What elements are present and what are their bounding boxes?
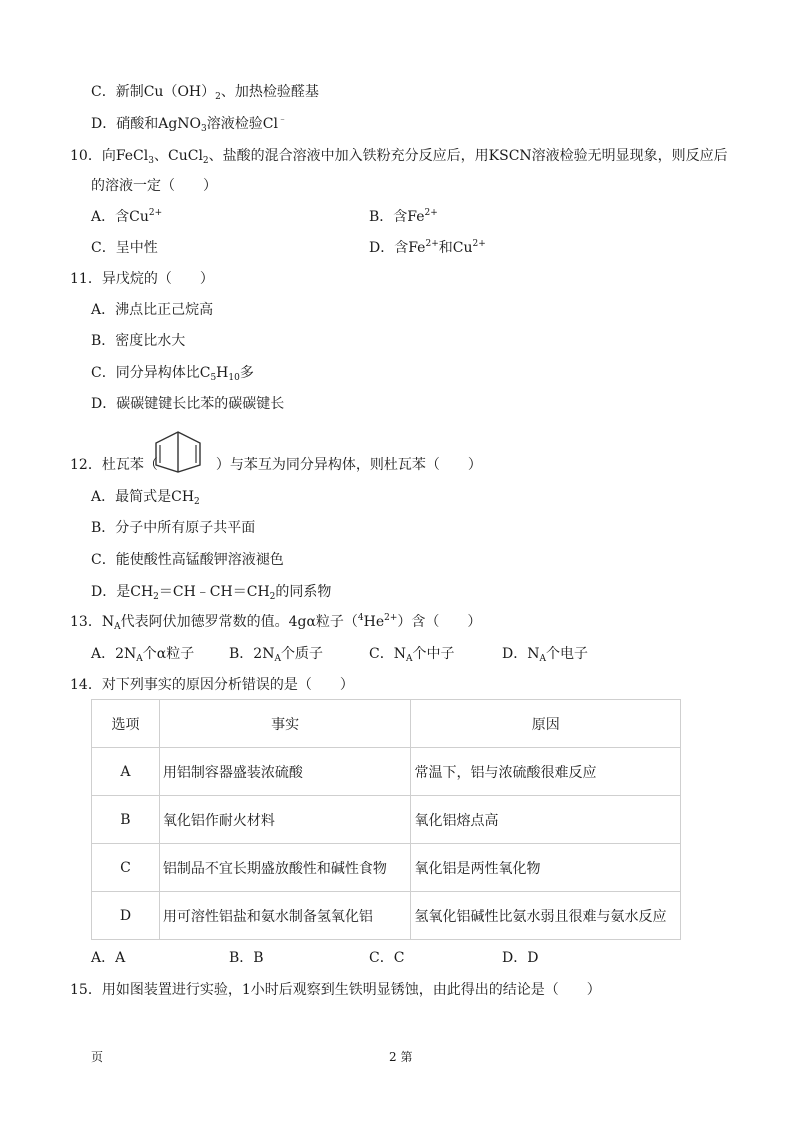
q12-option-c: C．能使酸性高锰酸钾溶液褪色 [91, 552, 284, 568]
q11-option-d: D．碳碳键键长比苯的碳碳键长 [91, 396, 285, 412]
q14-option-b: B．B [229, 950, 264, 966]
table-cell: 氧化铝熔点高 [411, 796, 681, 844]
dewar-benzene-structure-icon [150, 428, 206, 476]
q10-stem-line2: 的溶液一定（ ） [91, 178, 217, 194]
q10-option-d: D．含$Fe^{2+}$和$Cu^{2+}$ [369, 239, 486, 256]
q14-table [91, 699, 681, 940]
q11-option-b: B．密度比水大 [91, 333, 186, 349]
footer-left: 页 [91, 1050, 104, 1064]
table-cell: 用可溶性铝盐和氨水制备氢氧化铝 [159, 892, 411, 940]
q12-option-d: D．是$CH_2=CH﹣CH=CH_2$的同系物 [91, 584, 332, 602]
q13-option-d: D．$N_A$个电子 [502, 646, 588, 664]
q12-stem: 12．杜瓦苯（ ）与苯互为同分异构体，则杜瓦苯（ ） [70, 457, 482, 473]
q10-option-a: A．含$Cu^{2+}$ [91, 208, 163, 225]
q11-option-c: C．同分异构体比$C_5H_{10}$多 [91, 365, 254, 383]
table-header-cell: 事实 [159, 700, 411, 748]
q13-option-c: C．$N_A$个中子 [369, 646, 455, 664]
table-row [92, 796, 681, 844]
table-cell: 铝制品不宜长期盛放酸性和碱性食物 [159, 844, 411, 892]
q10-option-b: B．含$Fe^{2+}$ [369, 208, 438, 225]
q13-option-a: A．$2N_A$个α粒子 [91, 646, 195, 664]
q14-option-c: C．C [369, 950, 405, 966]
table-cell: A [92, 748, 160, 796]
table-cell: B [92, 796, 160, 844]
table-cell: D [92, 892, 160, 940]
table-cell: 氧化铝是两性氧化物 [411, 844, 681, 892]
q9-option-d: D．硝酸和AgNO$_3$溶液检验Cl﹣ [91, 115, 287, 134]
table-row [92, 748, 681, 796]
table-cell: 氧化铝作耐火材料 [159, 796, 411, 844]
table-header-cell: 原因 [411, 700, 681, 748]
table-row [92, 844, 681, 892]
q12-option-a: A．最简式是$CH_2$ [91, 489, 200, 507]
q14-stem: 14．对下列事实的原因分析错误的是（ ） [70, 677, 354, 693]
q9-option-c: C．新制$Cu(OH)_2$、加热检验醛基 [91, 84, 319, 102]
q10-stem: 10．向FeCl$_3$、CuCl$_2$、盐酸的混合溶液中加入铁粉充分反应后，用KSCN溶液检验无明显现象，则反应后 [70, 148, 728, 166]
table-cell: C [92, 844, 160, 892]
table-header-row [92, 700, 681, 748]
q14-option-d: D．D [502, 950, 539, 966]
table-cell: 氢氧化铝碱性比氨水弱且很难与氨水反应 [411, 892, 681, 940]
q11-stem: 11．异戊烷的（ ） [70, 271, 214, 287]
table-row [92, 892, 681, 940]
q11-option-a: A．沸点比正己烷高 [91, 302, 214, 318]
table-cell: 常温下，铝与浓硫酸很难反应 [411, 748, 681, 796]
q13-option-b: B．$2N_A$个质子 [229, 646, 323, 664]
q13-stem: 13．$N_A$代表阿伏加德罗常数的值。4gα粒子$(^4He^{2+})$含（ ） [70, 613, 482, 632]
q14-option-a: A．A [91, 950, 126, 966]
footer-page-number: 2 第 [389, 1050, 413, 1064]
table-header-cell: 选项 [92, 700, 160, 748]
table-cell: 用铝制容器盛装浓硫酸 [159, 748, 411, 796]
q10-option-c: C．呈中性 [91, 240, 158, 256]
q12-option-b: B．分子中所有原子共平面 [91, 520, 256, 536]
q15-stem: 15．用如图装置进行实验，1小时后观察到生铁明显锈蚀，由此得出的结论是（ ） [70, 982, 601, 998]
